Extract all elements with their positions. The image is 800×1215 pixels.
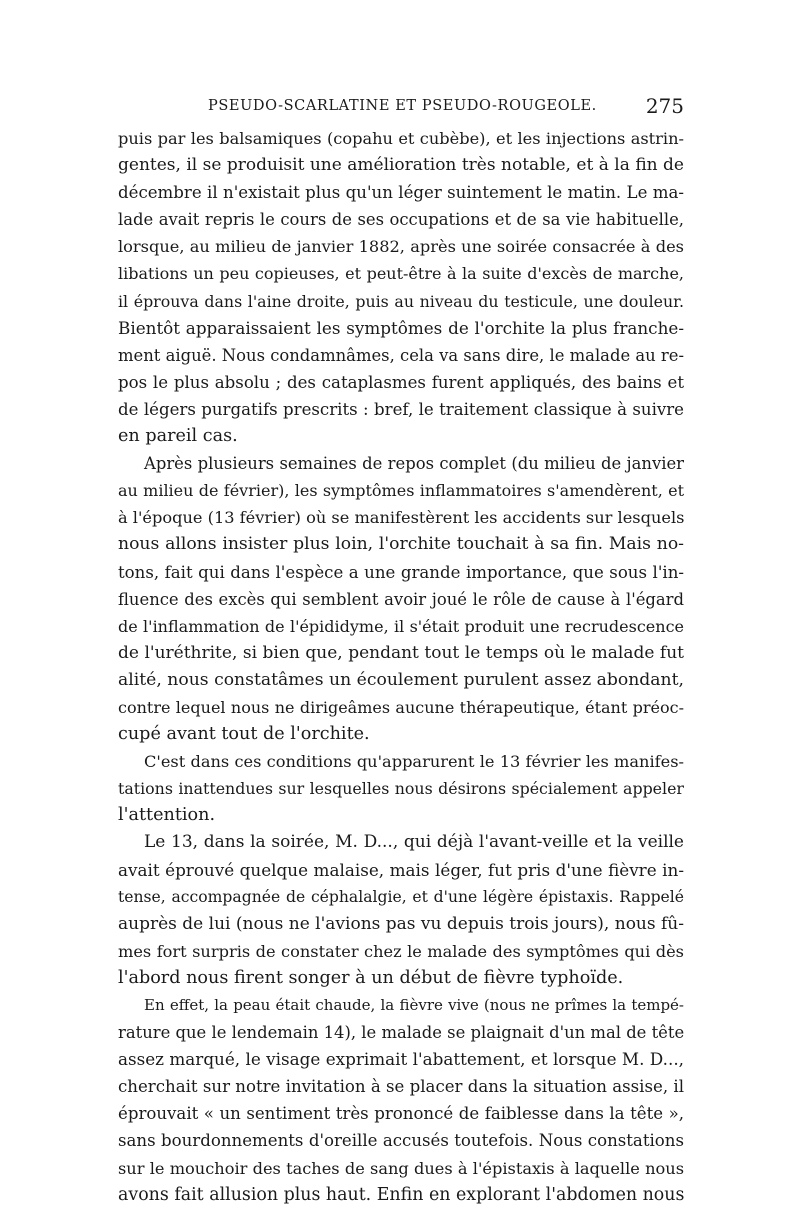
text-line: alité, nous constatâmes un écoulement purulent assez abondant, — [118, 669, 684, 690]
text-line: pos le plus absolu ; des cataplasmes furent appliqués, des bains et — [118, 372, 684, 392]
running-title: PSEUDO-SCARLATINE ET PSEUDO-ROUGEOLE. — [208, 98, 597, 114]
text-line: puis par les balsamiques (copahu et cubèbe), et les injections astrin- — [118, 129, 684, 148]
text-line: gentes, il se produisit une amélioration très notable, et à la fin de — [118, 155, 684, 176]
running-head — [118, 94, 684, 122]
text-line: sans bourdonnements d'oreille accusés toutefois. Nous constations — [118, 1131, 684, 1151]
text-line: il éprouva dans l'aine droite, puis au niveau du testicule, une douleur. — [118, 291, 684, 311]
text-line: auprès de lui (nous ne l'avions pas vu depuis trois jours), nous fû- — [118, 913, 684, 934]
paragraph-start-line: Le 13, dans la soirée, M. D..., qui déjà l'avant-veille et la veille — [144, 832, 684, 853]
paragraph-start-line: En effet, la peau était chaude, la fièvre vive (nous ne prîmes la tempé- — [144, 996, 684, 1014]
text-line: tons, fait qui dans l'espèce a une grande importance, que sous l'in- — [118, 562, 684, 582]
text-line: en pareil cas. — [118, 426, 238, 447]
text-line: avons fait allusion plus haut. Enfin en explorant l'abdomen nous — [118, 1184, 685, 1205]
text-line: l'attention. — [118, 805, 216, 826]
paragraph-start-line: Après plusieurs semaines de repos complet (du milieu de janvier — [144, 454, 684, 474]
body-text — [118, 125, 684, 1209]
text-line: éprouvait « un sentiment très prononcé de faiblesse dans la tête », — [118, 1104, 684, 1124]
text-line: avait éprouvé quelque malaise, mais léger, fut pris d'une fièvre in- — [118, 859, 684, 880]
text-line: ment aiguë. Nous condamnâmes, cela va sans dire, le malade au re- — [118, 345, 684, 365]
text-line: fluence des excès qui semblent avoir joué le rôle de cause à l'égard — [118, 589, 684, 609]
text-line: libations un peu copieuses, et peut-être à la suite d'excès de marche, — [118, 264, 684, 284]
text-line: tations inattendues sur lesquelles nous désirons spécialement appeler — [118, 779, 684, 799]
paragraph-start-line: C'est dans ces conditions qu'apparurent le 13 février les manifes- — [144, 752, 684, 772]
page-number: 275 — [645, 94, 684, 118]
text-line: de légers purgatifs prescrits : bref, le traitement classique à suivre — [118, 399, 684, 419]
text-line: décembre il n'existait plus qu'un léger suintement le matin. Le ma- — [118, 183, 684, 203]
text-line: lade avait repris le cours de ses occupations et de sa vie habituelle, — [118, 210, 684, 230]
text-line: tense, accompagnée de céphalalgie, et d'une légère épistaxis. Rappelé — [118, 887, 684, 906]
text-line: Bientôt apparaissaient les symptômes de l'orchite la plus franche- — [118, 317, 684, 338]
text-line: l'abord nous firent songer à un début de fièvre typhoïde. — [118, 967, 624, 988]
text-line: lorsque, au milieu de janvier 1882, après une soirée consacrée à des — [118, 237, 684, 257]
text-line: nous allons insister plus loin, l'orchite touchait à sa fin. Mais no- — [118, 534, 684, 555]
text-line: mes fort surpris de constater chez le malade des symptômes qui dès — [118, 941, 684, 961]
text-line: contre lequel nous ne dirigeâmes aucune thérapeutique, étant préoc- — [118, 697, 684, 717]
text-line: cherchait sur notre invitation à se placer dans la situation assise, il — [118, 1077, 684, 1097]
text-line: assez marqué, le visage exprimait l'abattement, et lorsque M. D..., — [118, 1049, 684, 1070]
text-line: de l'inflammation de l'épididyme, il s'était produit une recrudescence — [118, 616, 684, 636]
text-line: à l'époque (13 février) où se manifestèrent les accidents sur lesquels — [118, 508, 685, 528]
text-line: cupé avant tout de l'orchite. — [118, 724, 370, 745]
text-line: sur le mouchoir des taches de sang dues à l'épistaxis à laquelle nous — [118, 1158, 684, 1178]
text-line: au milieu de février), les symptômes inflammatoires s'amendèrent, et — [118, 481, 684, 501]
text-line: de l'uréthrite, si bien que, pendant tout le temps où le malade fut — [118, 642, 684, 663]
text-line: rature que le lendemain 14), le malade se plaignait d'un mal de tête — [118, 1023, 685, 1043]
